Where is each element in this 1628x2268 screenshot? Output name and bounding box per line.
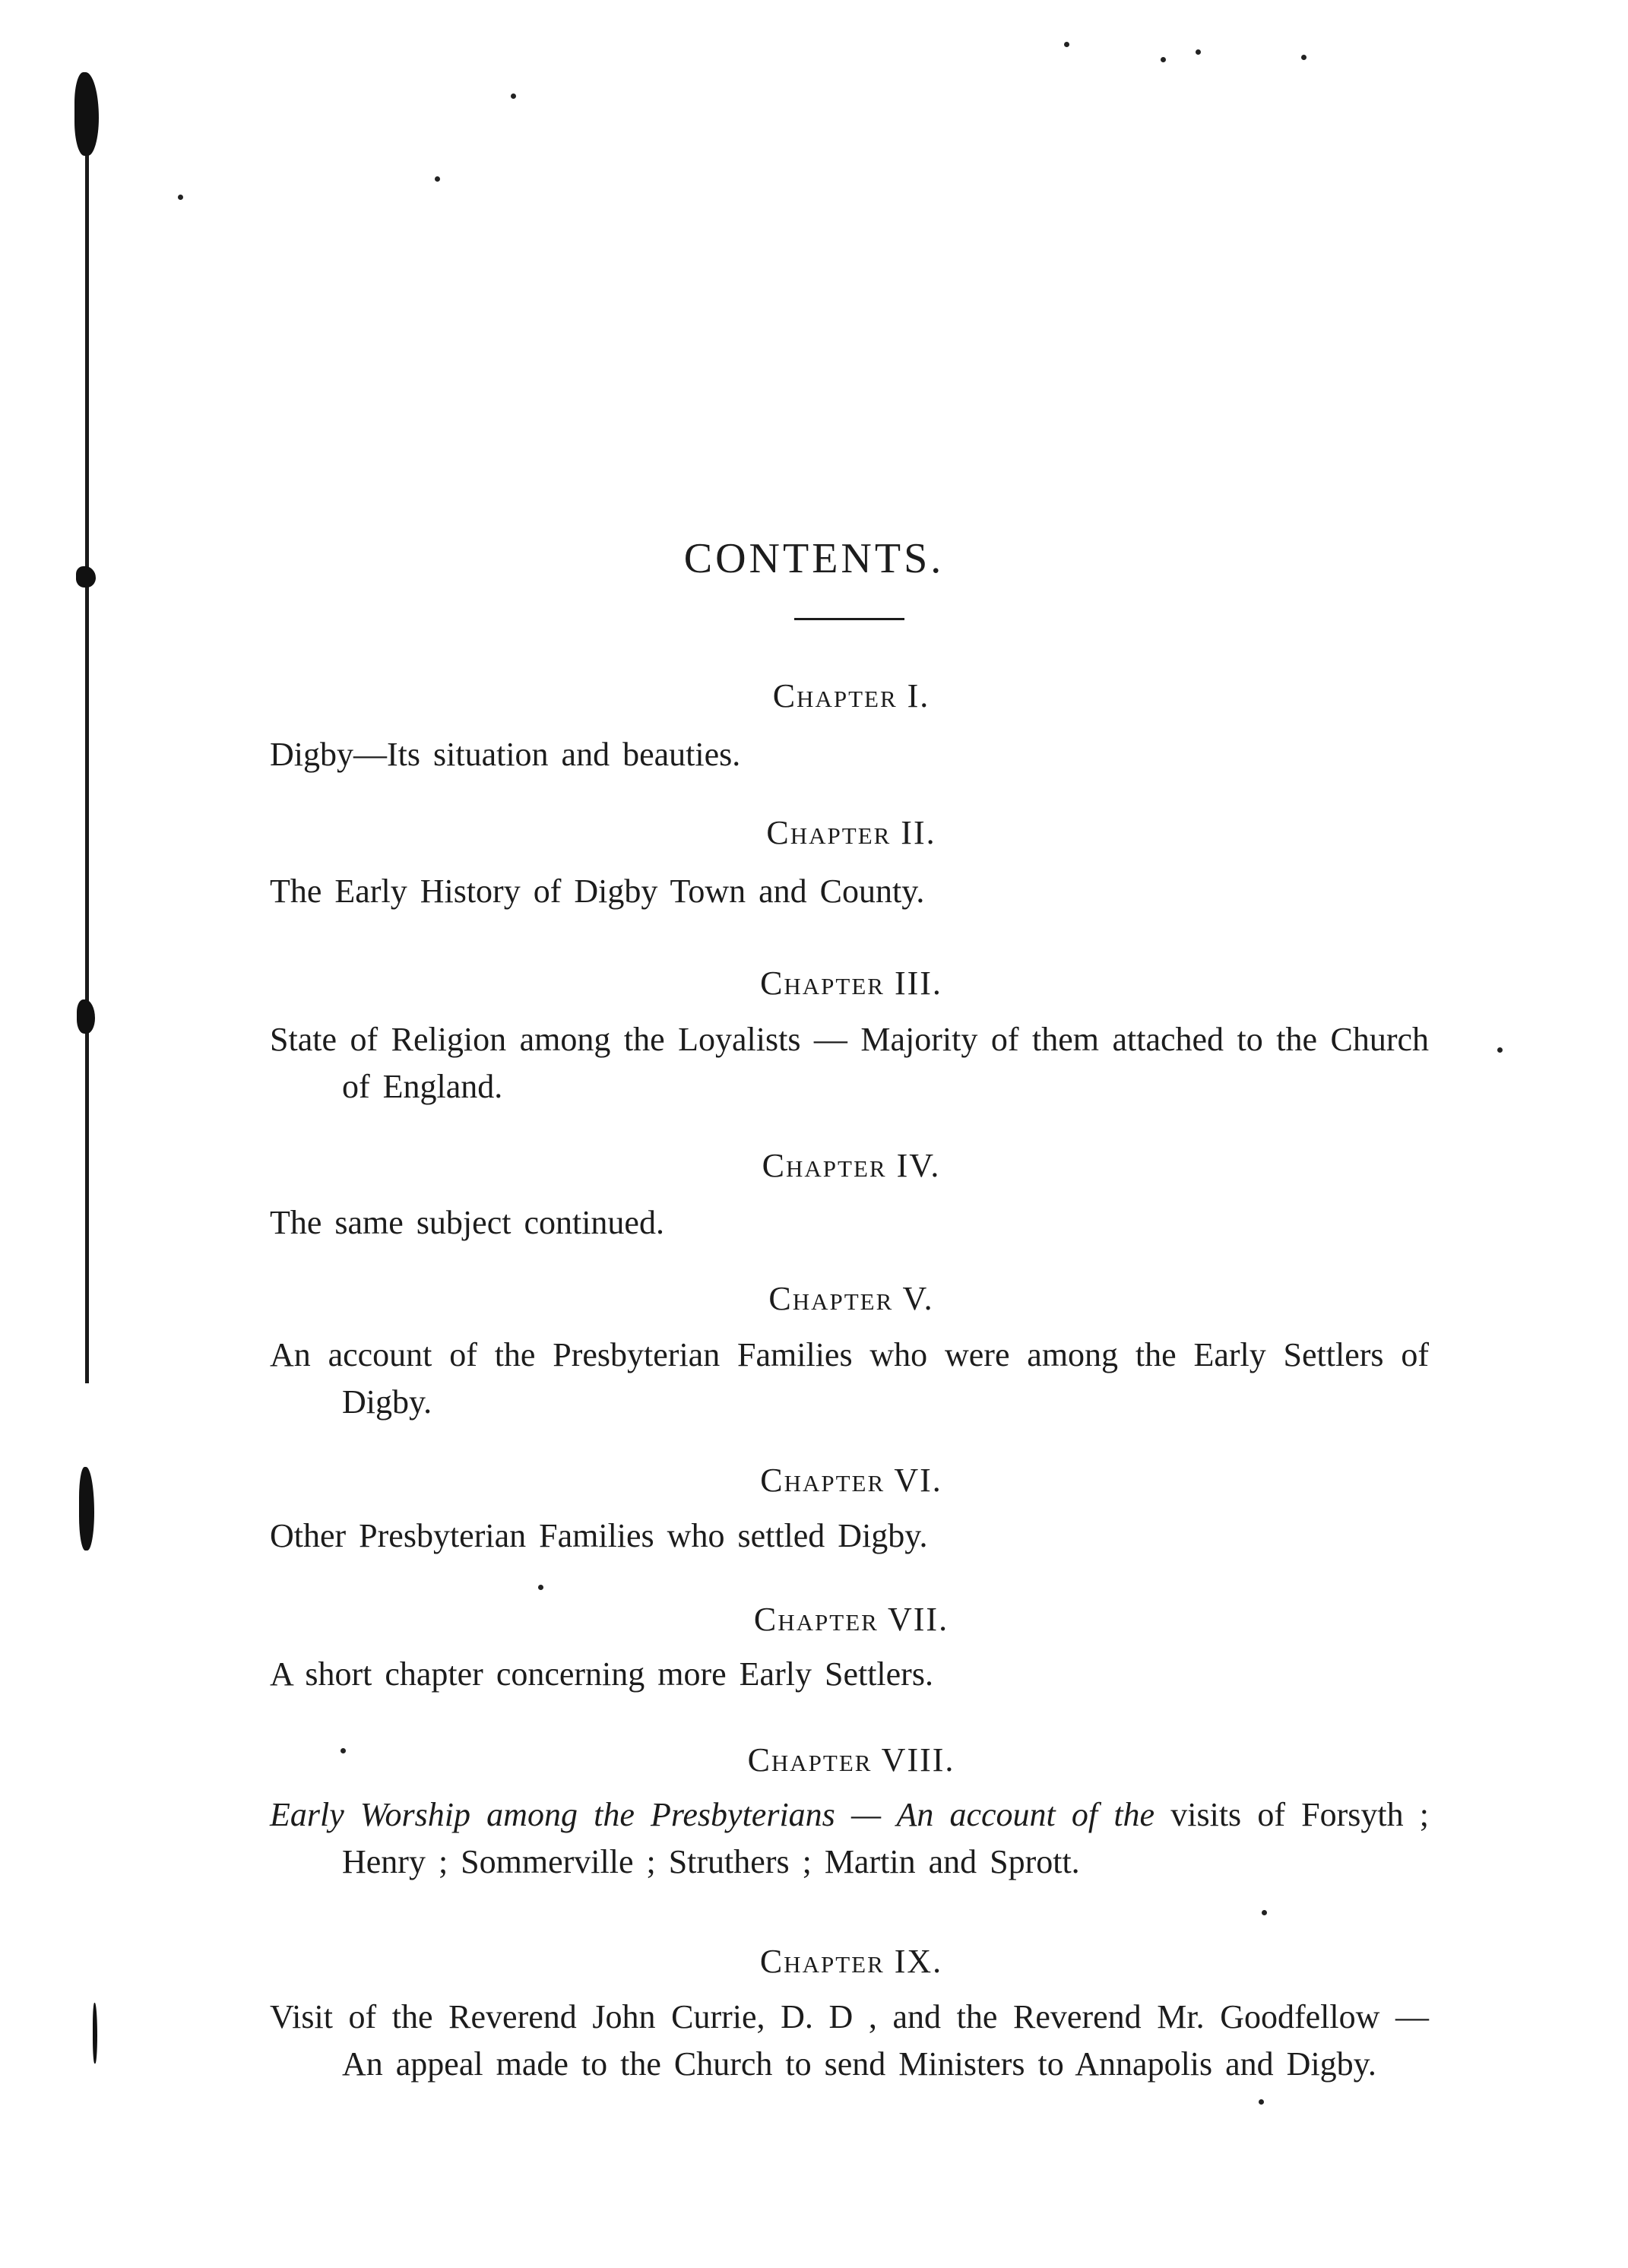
chapter-description bbox=[270, 1199, 1429, 1246]
chapter-description-text: Visit of the Reverend John Currie, D. D , and the Reverend Mr. Goodfellow — An appeal made to the Church to send Ministers to Annapolis and Digby. bbox=[270, 1998, 1429, 2083]
chapter-description bbox=[270, 1791, 1429, 1886]
scan-speck bbox=[1301, 55, 1307, 60]
scan-speck bbox=[178, 195, 183, 200]
chapter-description-text bbox=[270, 1791, 1429, 1886]
chapter-heading: Chapter II. bbox=[766, 814, 936, 851]
chapter-description bbox=[270, 1332, 1429, 1426]
chapter-heading: Chapter VIII. bbox=[747, 1741, 955, 1779]
scan-speck bbox=[435, 176, 440, 182]
chapter-description-text: Other Presbyterian Families who settled Digby. bbox=[270, 1517, 928, 1554]
chapter-description bbox=[270, 1016, 1429, 1110]
chapter-description bbox=[270, 1651, 1429, 1698]
chapter-description-text: An account of the Presbyterian Families who were among the Early Settlers of Digby. bbox=[270, 1336, 1429, 1421]
chapter-description bbox=[270, 731, 1429, 778]
chapter-description bbox=[270, 1513, 1429, 1560]
scan-speck bbox=[1259, 2099, 1264, 2105]
title-rule bbox=[794, 618, 904, 620]
chapter-heading: Chapter IX. bbox=[759, 1943, 943, 1980]
chapter-heading: Chapter I. bbox=[772, 677, 930, 714]
binding-edge-line bbox=[85, 91, 89, 1383]
chapter-description bbox=[270, 1994, 1429, 2088]
chapter-heading: Chapter V. bbox=[768, 1280, 934, 1317]
chapter-description bbox=[270, 868, 1429, 915]
chapter-description-text: Digby—Its situation and beauties. bbox=[270, 736, 741, 773]
chapter-heading: Chapter VII. bbox=[753, 1601, 949, 1638]
chapter-heading: Chapter VI. bbox=[760, 1462, 942, 1499]
chapter-description-text: The Early History of Digby Town and County. bbox=[270, 873, 925, 910]
scan-speck bbox=[511, 93, 516, 99]
scan-speck bbox=[1196, 49, 1201, 55]
binding-blot bbox=[93, 2003, 97, 2064]
binding-blot bbox=[74, 72, 99, 156]
scan-speck bbox=[538, 1585, 543, 1590]
chapter-description-italic: Early Worship among the Presbyterians — An account of the bbox=[270, 1796, 1155, 1833]
binding-blot bbox=[77, 999, 95, 1034]
page-title: CONTENTS. bbox=[683, 534, 945, 582]
chapter-description-rest: visits of Forsyth ; Henry ; Sommerville ; Struthers ; Martin and Sprott. bbox=[342, 1796, 1430, 1880]
chapter-heading: Chapter IV. bbox=[762, 1147, 941, 1184]
scan-speck bbox=[1161, 57, 1166, 62]
chapter-description-text: The same subject continued. bbox=[270, 1204, 664, 1241]
chapter-heading: Chapter III. bbox=[760, 965, 942, 1002]
chapter-description-text: A short chapter concerning more Early Settlers. bbox=[270, 1655, 933, 1693]
chapter-description-text: State of Religion among the Loyalists — Majority of them attached to the Church of England. bbox=[270, 1021, 1429, 1105]
scan-speck bbox=[1064, 42, 1069, 47]
scan-speck bbox=[1262, 1910, 1267, 1915]
scan-speck bbox=[1497, 1047, 1503, 1053]
